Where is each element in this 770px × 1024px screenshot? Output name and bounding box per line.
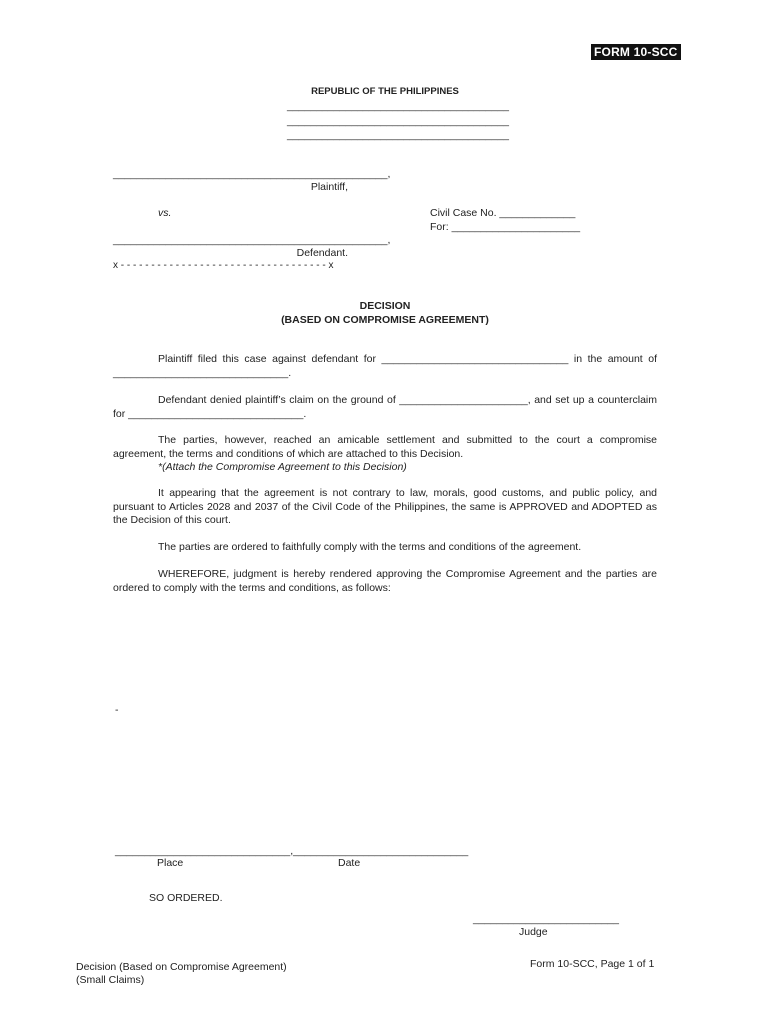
footer-page-number: Form 10-SCC, Page 1 of 1 — [530, 958, 655, 970]
paragraph-defense — [113, 394, 657, 421]
paragraph-comply-text: The parties are ordered to faithfully comply with the terms and conditions of the agreement. — [158, 541, 582, 553]
plaintiff-blank: _______________________________________________, — [113, 168, 391, 180]
versus-label: vs. — [158, 207, 172, 219]
court-blank-line-1: ______________________________________ — [287, 100, 509, 112]
so-ordered: SO ORDERED. — [149, 892, 223, 904]
decision-subtitle: (BASED ON COMPROMISE AGREEMENT) — [281, 314, 489, 326]
paragraph-defense-text: Defendant denied plaintiff’s claim on the ground of ______________________, and set up a counterclaim for ______________________________. — [113, 394, 657, 420]
attachment-note: *(Attach the Compromise Agreement to this Decision) — [158, 461, 407, 473]
list-dash: - — [115, 704, 119, 716]
plaintiff-label: Plaintiff, — [310, 181, 348, 193]
defendant-label: Defendant. — [296, 247, 348, 259]
republic-heading: REPUBLIC OF THE PHILIPPINES — [311, 86, 459, 97]
paragraph-comply — [113, 541, 657, 555]
judge-label: Judge — [519, 926, 548, 938]
paragraph-claim — [113, 353, 657, 380]
caption-separator: x - - - - - - - - - - - - - - - - - - - - - - - - - - - - - - - - - - x — [113, 260, 334, 271]
place-blank: ______________________________, — [115, 845, 294, 857]
place-label: Place — [157, 857, 184, 869]
paragraph-settlement — [113, 434, 657, 475]
court-blank-line-2: ______________________________________ — [287, 115, 509, 127]
case-for-field: For: ______________________ — [430, 221, 581, 233]
court-blank-line-3: ______________________________________ — [287, 129, 509, 141]
judge-signature-blank: _________________________ — [473, 913, 619, 925]
decision-title: DECISION — [359, 300, 411, 312]
footer-form-category: (Small Claims) — [76, 974, 145, 986]
paragraph-approval-text: It appearing that the agreement is not contrary to law, morals, good customs, and public policy, and pursuant to Articles 2028 and 2037 of the Civil Code of the Philippines, the same is APPROVED and ADOPTED as the Decision of this court. — [113, 487, 657, 526]
civil-case-number: Civil Case No. _____________ — [430, 207, 576, 219]
defendant-blank: _______________________________________________, — [113, 234, 391, 246]
footer-form-title: Decision (Based on Compromise Agreement) — [76, 961, 287, 973]
paragraph-approval — [113, 487, 657, 528]
paragraph-claim-text: Plaintiff filed this case against defendant for ________________________________ in the amount of ______________________________. — [113, 353, 657, 379]
date-label: Date — [338, 857, 361, 869]
paragraph-wherefore — [113, 568, 657, 595]
date-blank: ______________________________ — [293, 845, 469, 857]
paragraph-settlement-text: The parties, however, reached an amicable settlement and submitted to the court a compromise agreement, the terms and conditions of which are attached to this Decision. — [113, 434, 657, 460]
form-number-badge: FORM 10-SCC — [591, 44, 681, 60]
paragraph-wherefore-text: WHEREFORE, judgment is hereby rendered approving the Compromise Agreement and the parties are ordered to comply with the terms and conditions, as follows: — [113, 568, 657, 594]
